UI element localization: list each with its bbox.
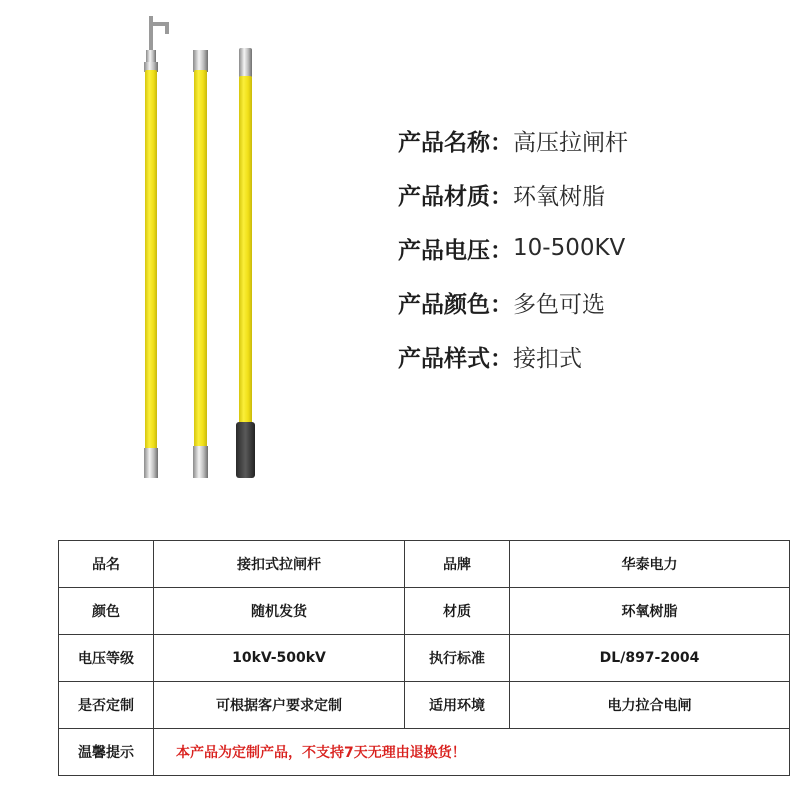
table-cell-value: 环氧树脂 [510, 588, 790, 635]
table-row [59, 635, 790, 682]
table-cell-label: 适用环境 [405, 682, 510, 729]
spec-key: 产品样式： [398, 345, 513, 372]
table-cell-value: DL/897-2004 [510, 635, 790, 682]
spec-key: 产品材质： [398, 183, 513, 210]
middle-pole [193, 50, 208, 478]
table-row-notice [59, 729, 790, 776]
spec-row-color [398, 275, 628, 329]
notice-text: 本产品为定制产品，不支持7天无理由退换货！ [154, 729, 790, 776]
notice-label: 温馨提示 [59, 729, 154, 776]
table-row [59, 588, 790, 635]
hook-pole [144, 16, 169, 478]
table-cell-label: 颜色 [59, 588, 154, 635]
table-cell-value: 华泰电力 [510, 541, 790, 588]
spec-row-material [398, 167, 628, 221]
spec-key: 产品电压： [398, 237, 513, 264]
handle-pole [236, 48, 255, 478]
spec-row-voltage [398, 221, 628, 275]
spec-value: 环氧树脂 [513, 183, 605, 210]
spec-row-name [398, 113, 628, 167]
table-cell-value: 可根据客户要求定制 [154, 682, 405, 729]
table-cell-value: 电力拉合电闸 [510, 682, 790, 729]
table-cell-value: 接扣式拉闸杆 [154, 541, 405, 588]
spec-list [398, 113, 628, 383]
table-cell-label: 材质 [405, 588, 510, 635]
table-cell-label: 电压等级 [59, 635, 154, 682]
spec-value: 多色可选 [513, 291, 605, 318]
spec-key: 产品颜色： [398, 291, 513, 318]
spec-value: 10-500KV [513, 235, 626, 261]
spec-value: 高压拉闸杆 [513, 129, 628, 156]
table-cell-label: 是否定制 [59, 682, 154, 729]
table-cell-value: 10kV-500kV [154, 635, 405, 682]
spec-table [58, 540, 790, 776]
spec-value: 接扣式 [513, 345, 582, 372]
table-cell-value: 随机发货 [154, 588, 405, 635]
table-row [59, 541, 790, 588]
spec-row-style [398, 329, 628, 383]
product-poles-illustration [120, 10, 280, 490]
spec-key: 产品名称： [398, 129, 513, 156]
table-cell-label: 品牌 [405, 541, 510, 588]
table-cell-label: 执行标准 [405, 635, 510, 682]
table-row [59, 682, 790, 729]
table-cell-label: 品名 [59, 541, 154, 588]
